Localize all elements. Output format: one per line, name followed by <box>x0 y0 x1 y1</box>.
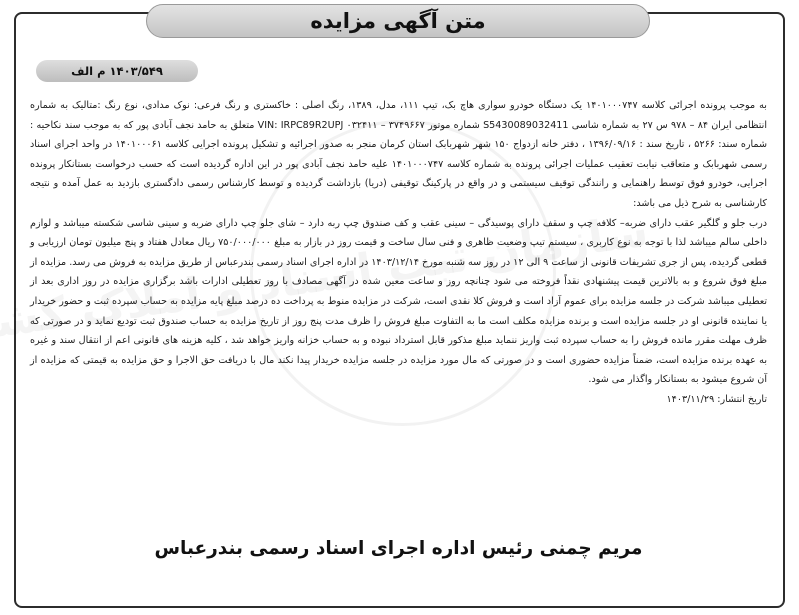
title-banner <box>146 4 650 38</box>
publish-date: تاریخ انتشار: ۱۴۰۳/۱۱/۲۹ <box>666 393 767 405</box>
paragraph-auction-terms: درب جلو و گلگیر عقب دارای ضربه– کلافه چپ و سقف دارای پوسیدگی – سینی عقب و کف صندوق چپ ربه دارد – شای جلو چپ دارای ضربه و سینی شاسی شکسته میباشد و لوازم داخلی سالم میباشد لذا با توجه به نوع کاربری ، سیستم تیپ وضعیت ظاهری و فنی سال ساخت و قیمت روز در بازار به مبلغ ۷۵۰/۰۰۰/۰۰۰ ریال معادل هفتاد و پنج میلیون تومان ارزیابی و قطعی گردیده، پس از جری تشریفات قانونی از ساعت ۹ الی ۱۲ در روز سه شنبه مورخ ۱۴۰۳/۱۲/۱۴ در اداره اجرای اسناد رسمی بندرعباس از طریق مزایده به فروش می رسد. مزایده از مبلغ فوق شروع و به بالاترین قیمت پیشنهادی نقداً فروخته می شود چنانچه روز و ساعت معین شده در آگهی مصادف با روز تعطیلی ادارات باشد برگزاری مزایده در روز اداری بعد از تعطیلی میباشد شرکت در جلسه مزایده برای عموم آزاد است و فروش کلا نقدی است، شرکت در مزایده منوط به پرداخت ده درصد مبلغ پایه مزایده به حساب سپرده ثبت و حضور خریدار یا نماینده قانونی او در جلسه مزایده است و برنده مزایده مکلف است ما به التفاوت مبلغ فروش را ظرف مدت پنج روز از تاریخ مزایده به حساب صندوق ثبت تودیع نماید و در صورتی که ظرف مهلت مقرر مانده فروش را به حساب سپرده ثبت واریز ننماید مبلغ مذکور قابل استرداد نبوده و به حساب خزانه واریز خواهد شد ، کلیه هزینه های قانونی اعم از انتقال سند و غیره به عهده برنده مزایده است، ضمناً مزایده حضوری است و در صورتی که مال مورد مزایده در جلسه مزایده خریدار پیدا نکند مال با دریافت حق الاجرا و حق مزایده به قیمتی که مزایده از آن شروع میشود به بستانکار واگذار می شود. <box>30 217 768 386</box>
notice-number: ۱۴۰۳/۵۴۹ م الف <box>71 64 163 78</box>
notice-number-badge <box>36 60 198 82</box>
signature-line: مریم چمنی رئیس اداره اجرای اسناد رسمی بندرعباس <box>154 538 643 559</box>
notice-body <box>30 96 767 410</box>
page-title: متن آگهی مزایده <box>310 9 486 33</box>
paragraph-case-details: به موجب پرونده اجرائی کلاسه ۱۴۰۱۰۰۰۷۴۷ یک دستگاه خودرو سواری هاچ بک، تیپ ۱۱۱، مدل، ۱۳۸۹، رنگ اصلی : خاکستری و رنگ فرعی: نوک مدادی، نوع رنگ :متالیک به شماره انتظامی ایران ۸۴ – ۹۷۸ س ۲۷ به شماره شاسی S5430089032411 شماره موتور ۳۷۴۹۶۶۷ – ۰۳۲۴۱۱ VIN: IRPC89R2UPJ متعلق به حامد نجف آبادی پور که به موجب سند نکاحیه : شماره سند: ۵۲۶۶ ، تاریخ سند : ۱۳۹۶/۰۹/۱۶ ، دفتر خانه ازدواج ۱۵۰ شهر شهربابک استان کرمان منجر به صدور اجرائیه و تشکیل پرونده اجرایی کلاسه ۱۴۰۱۰۰۰۶۱ در واحد اجرای اسناد رسمی شهربابک و متعاقب نیابت تعقیب عملیات اجرائی پرونده به شماره کلاسه ۱۴۰۱۰۰۰۷۴۷ علیه حامد نجف آبادی پور در این اداره گردیده است که حسب درخواست بستانکار پرونده اجرایی، خودرو فوق توسط راهنمایی و رانندگی توقیف سیستمی و در واقع در پارکینگ توقیفی (دریا) بازداشت گردیده و توسط کارشناس رسمی دادگستری بازدید به عمل آمده و نتیجه کارشناسی به شرح ذیل می باشد: <box>30 100 768 209</box>
